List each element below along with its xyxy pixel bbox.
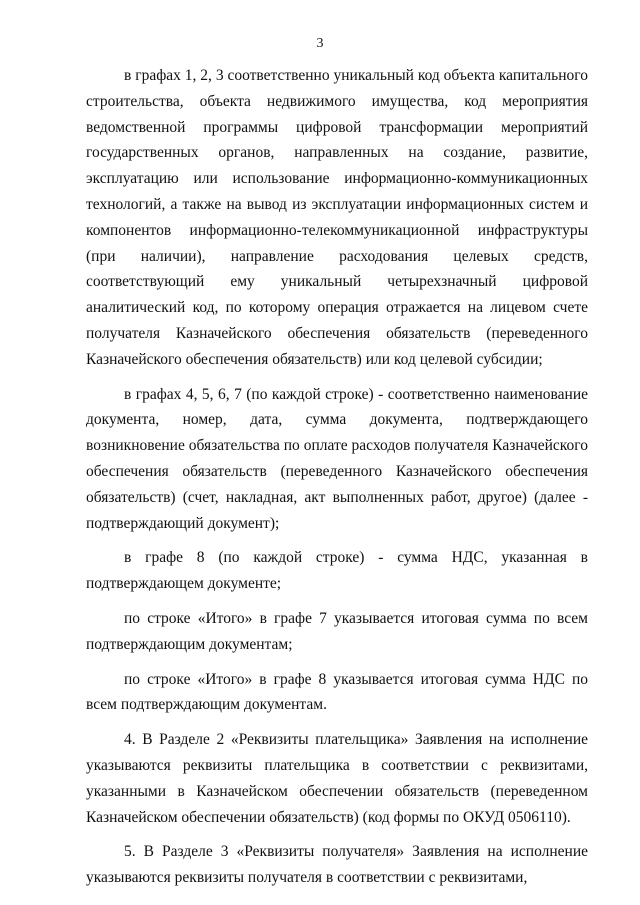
paragraph-section-2: 4. В Разделе 2 «Реквизиты плательщика» Заявления на исполнение указываются реквизиты плательщика в соответствии с реквизитами, указанными в Казначейском обеспечении обязательств (переведенном Казначейском обеспечении обязательств) (код формы по ОКУД 0506110).	[86, 731, 588, 826]
paragraph-columns-1-3: в графах 1, 2, 3 соответственно уникальный код объекта капитального строительства, объекта недвижимого имущества, код мероприятия ведомственной программы цифровой трансформации мероприятий государственных органов, направленных на создание, развитие, эксплуатацию или использование информационно-коммуникационных технологий, а также на вывод из эксплуатации информационных систем и компонентов информационно-телекоммуникационной инфраструктуры (при наличии), направление расходования целевых средств, соответствующий ему уникальный четырехзначный цифровой аналитический код, по которому операция отражается на лицевом счете получателя Казначейского обеспечения обязательств (переведенного Казначейского обеспечения обязательств) или код целевой субсидии;	[86, 67, 588, 368]
paragraph-section-3: 5. В Разделе 3 «Реквизиты получателя» Заявления на исполнение указываются реквизиты получателя в соответствии с реквизитами,	[86, 843, 588, 887]
page-number: 3	[316, 36, 324, 51]
paragraph-total-column-7: по строке «Итого» в графе 7 указывается итоговая сумма по всем подтверждающим документам;	[86, 609, 588, 653]
paragraph-total-column-8: по строке «Итого» в графе 8 указывается итоговая сумма НДС по всем подтверждающим документам.	[86, 670, 588, 714]
paragraph-column-8: в графе 8 (по каждой строке) - сумма НДС, указанная в подтверждающем документе;	[86, 549, 588, 593]
document-body	[86, 63, 588, 900]
paragraph-columns-4-7: в графах 4, 5, 6, 7 (по каждой строке) - соответственно наименование документа, номер, дата, сумма документа, подтверждающего возникновение обязательства по оплате расходов получателя Казначейского обеспечения обязательств (переведенного Казначейского обеспечения обязательств) (счет, накладная, акт выполненных работ, другое) (далее - подтверждающий документ);	[86, 385, 588, 532]
